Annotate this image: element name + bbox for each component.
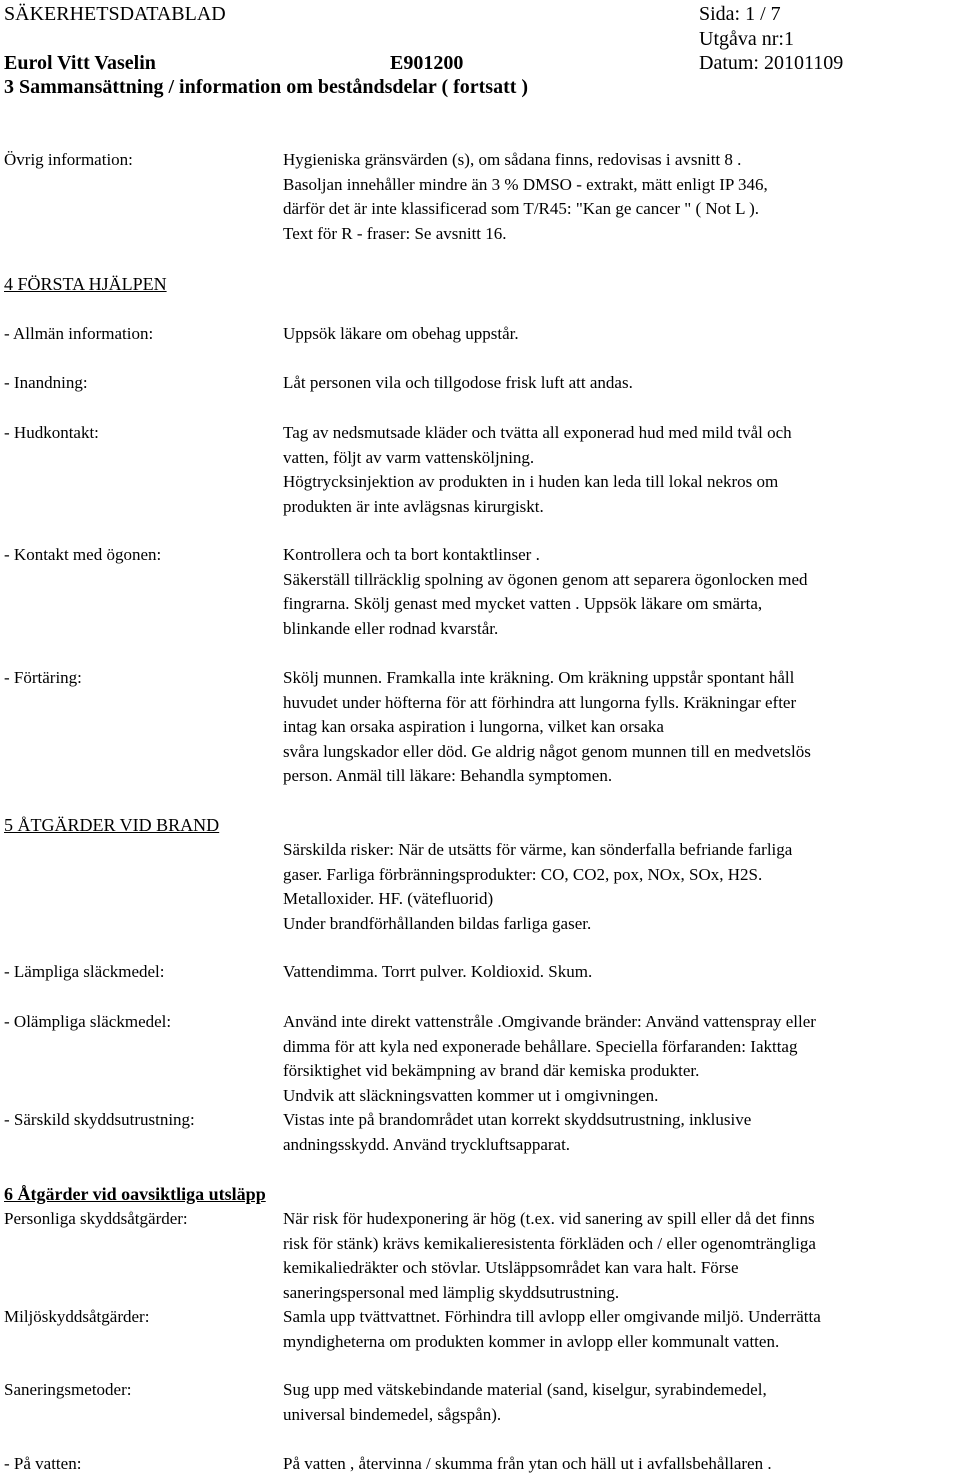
text-line: Låt personen vila och tillgodose frisk luft att andas. xyxy=(283,373,633,392)
text-line: produkten är inte avlägsnas kirurgiskt. xyxy=(283,496,544,516)
field-label: Personliga skyddsåtgärder: xyxy=(4,1209,188,1228)
field-value xyxy=(283,1378,767,1427)
field-label: - På vatten: xyxy=(4,1454,82,1473)
text-line: Uppsök läkare om obehag uppstår. xyxy=(283,324,519,343)
field-value xyxy=(283,1010,816,1108)
text-line: Under brandförhållanden bildas farliga gaser. xyxy=(283,913,592,933)
text-line: Text för R - fraser: Se avsnitt 16. xyxy=(283,223,507,243)
field-label: Miljöskyddsåtgärder: xyxy=(4,1307,150,1326)
text-line: andningsskydd. Använd tryckluftsapparat. xyxy=(283,1134,571,1154)
text-line: Basoljan innehåller mindre än 3 % DMSO - extrakt, mätt enligt IP 346, xyxy=(283,174,768,194)
field-label: - Inandning: xyxy=(4,373,88,392)
field-label: - Kontakt med ögonen: xyxy=(4,545,162,564)
text-line: dimma för att kyla ned exponerade behållare. Speciella förfaranden: Iakttag xyxy=(283,1036,798,1056)
text-line: universal bindemedel, sågspån). xyxy=(283,1404,502,1424)
field-value xyxy=(283,960,592,985)
product-code: E901200 xyxy=(390,52,464,74)
section-continued-heading: 3 Sammansättning / information om beståndsdelar ( fortsatt ) xyxy=(4,76,529,98)
document-date: Datum: 20101109 xyxy=(699,52,844,74)
product-name: Eurol Vitt Vaselin xyxy=(4,52,156,74)
field-value xyxy=(283,1305,821,1354)
text-line: Särskilda risker: När de utsätts för värme, kan sönderfalla befriande farliga xyxy=(283,840,793,859)
field-value xyxy=(283,1207,816,1305)
text-line: På vatten , återvinna / skumma från ytan och häll ut i avfallsbehållaren . xyxy=(283,1454,772,1473)
document-title: SÄKERHETSDATABLAD xyxy=(4,3,226,25)
text-line: fingrarna. Skölj genast med mycket vatten . Uppsök läkare om smärta, xyxy=(283,594,763,613)
text-line: saneringspersonal med lämplig skyddsutrustning. xyxy=(283,1282,620,1302)
section-6-heading: 6 Åtgärder vid oavsiktliga utsläpp xyxy=(4,1184,266,1204)
edition-number: Utgåva nr:1 xyxy=(699,28,794,50)
text-line: Vistas inte på brandområdet utan korrekt skyddsutrustning, inklusive xyxy=(283,1110,752,1129)
field-label: - Allmän information: xyxy=(4,324,154,343)
field-value xyxy=(283,371,633,396)
field-value xyxy=(283,543,808,641)
text-line: försiktighet vid bekämpning av brand där kemiska produkter. xyxy=(283,1061,700,1080)
text-line: kemikaliedräkter och stövlar. Utsläppsområdet kan vara halt. Förse xyxy=(283,1258,739,1277)
text-line: Kontrollera och ta bort kontaktlinser . xyxy=(283,545,540,564)
text-line: därför det är inte klassificerad som T/R45: "Kan ge cancer " ( Not L ). xyxy=(283,199,760,218)
field-value xyxy=(283,322,519,347)
text-line: Samla upp tvättvattnet. Förhindra till avlopp eller omgivande miljö. Underrätta xyxy=(283,1307,821,1326)
text-line: Sug upp med vätskebindande material (sand, kiselgur, syrabindemedel, xyxy=(283,1380,767,1399)
text-line: person. Anmäl till läkare: Behandla symptomen. xyxy=(283,766,613,785)
field-value xyxy=(283,148,768,246)
text-line: Säkerställ tillräcklig spolning av ögonen genom att separera ögonlocken med xyxy=(283,569,808,589)
text-line: När risk för hudexponering är hög (t.ex. vid sanering av spill eller då det finns xyxy=(283,1209,815,1228)
field-label: Saneringsmetoder: xyxy=(4,1380,132,1399)
field-value xyxy=(283,1452,772,1477)
text-line: intag kan orsaka aspiration i lungorna, vilket kan orsaka xyxy=(283,717,664,736)
page-number: Sida: 1 / 7 xyxy=(699,3,781,25)
field-label: - Olämpliga släckmedel: xyxy=(4,1012,172,1031)
field-value xyxy=(283,421,792,519)
text-line: Metalloxider. HF. (vätefluorid) xyxy=(283,889,494,908)
field-label: - Förtäring: xyxy=(4,668,82,687)
field-value xyxy=(283,1108,751,1157)
text-line: Skölj munnen. Framkalla inte kräkning. Om kräkning uppstår spontant håll xyxy=(283,668,795,687)
field-label: - Särskild skyddsutrustning: xyxy=(4,1110,195,1129)
text-line: gaser. Farliga förbränningsprodukter: CO, CO2, pox, NOx, SOx, H2S. xyxy=(283,864,763,884)
field-label: Övrig information: xyxy=(4,150,133,169)
text-line: risk för stänk) krävs kemikalieresistenta förkläden och / eller ogenomträngliga xyxy=(283,1233,816,1253)
text-line: Hygieniska gränsvärden (s), om sådana finns, redovisas i avsnitt 8 . xyxy=(283,150,742,169)
text-line: Använd inte direkt vattenstråle .Omgivande bränder: Använd vattenspray eller xyxy=(283,1012,816,1031)
text-line: myndigheterna om produkten kommer in avlopp eller kommunalt vatten. xyxy=(283,1331,780,1351)
text-line: blinkande eller rodnad kvarstår. xyxy=(283,618,499,638)
text-line: Tag av nedsmutsade kläder och tvätta all exponerad hud med mild tvål och xyxy=(283,423,792,442)
text-line: vatten, följt av varm vattensköljning. xyxy=(283,447,535,467)
text-line: Undvik att släckningsvatten kommer ut i omgivningen. xyxy=(283,1085,659,1105)
text-line: huvudet under höfterna för att förhindra att lungorna fylls. Kräkningar efter xyxy=(283,692,797,712)
field-value xyxy=(283,838,792,936)
text-line: Högtrycksinjektion av produkten in i huden kan leda till lokal nekros om xyxy=(283,472,779,491)
section-4-heading: 4 FÖRSTA HJÄLPEN xyxy=(4,274,167,294)
text-line: Vattendimma. Torrt pulver. Koldioxid. Skum. xyxy=(283,962,593,981)
field-value xyxy=(283,666,811,789)
field-label: - Lämpliga släckmedel: xyxy=(4,962,165,981)
field-label: - Hudkontakt: xyxy=(4,423,99,442)
section-5-heading: 5 ÅTGÄRDER VID BRAND xyxy=(4,815,220,835)
text-line: svåra lungskador eller död. Ge aldrig något genom munnen till en medvetslös xyxy=(283,741,811,761)
